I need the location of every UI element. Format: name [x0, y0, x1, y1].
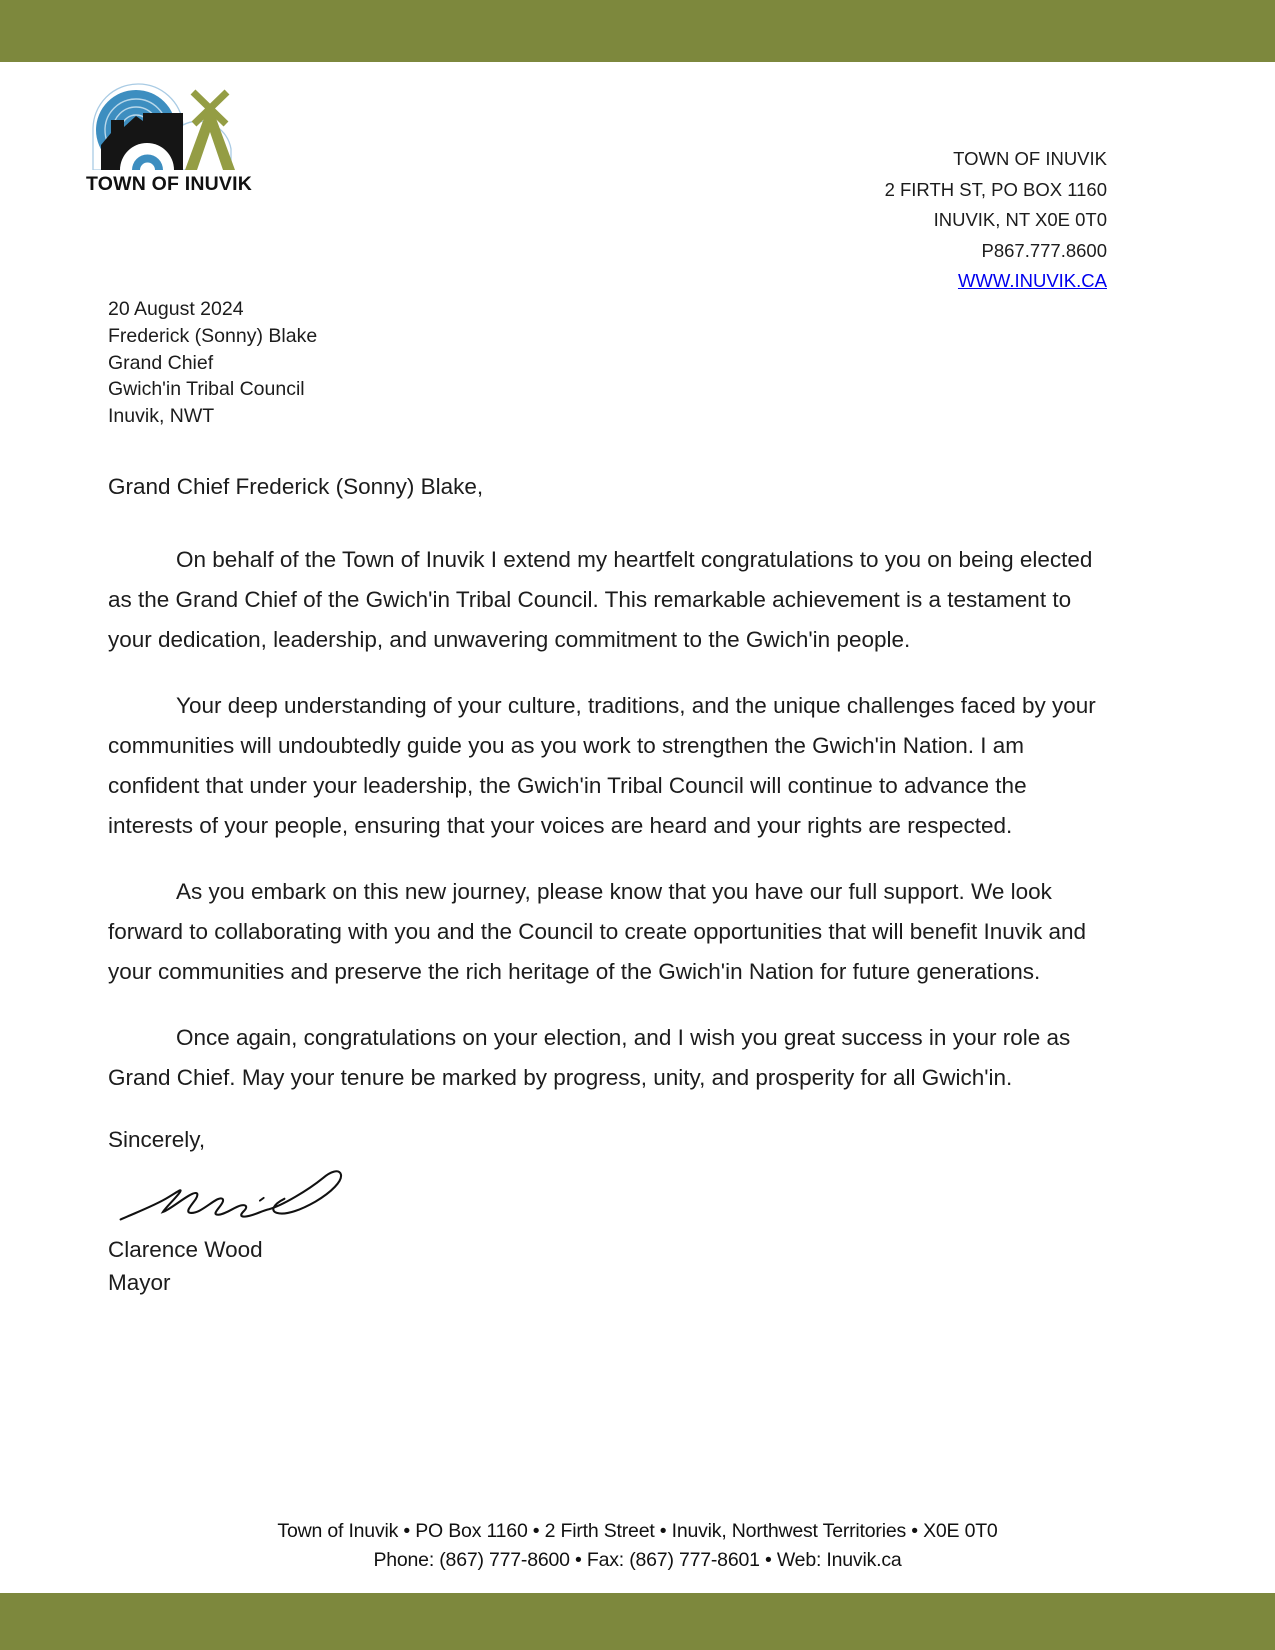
- recipient-name: Frederick (Sonny) Blake: [108, 324, 318, 347]
- recipient-title: Grand Chief: [108, 351, 214, 374]
- website-link[interactable]: WWW.INUVIK.CA: [957, 270, 1107, 291]
- recipient-org: Gwich'in Tribal Council: [108, 378, 305, 401]
- logo-caption: TOWN OF INUVIK: [86, 173, 253, 195]
- signer-name: Clarence Wood: [108, 1236, 263, 1262]
- header-address-block: [885, 144, 1107, 297]
- header-org-name: TOWN OF INUVIK: [953, 148, 1107, 169]
- town-of-inuvik-logo-icon: [86, 70, 238, 170]
- footer-contact-line: Phone: (867) 777-8600 • Fax: (867) 777-8601 • Web: Inuvik.ca: [373, 1549, 902, 1571]
- salutation: Grand Chief Frederick (Sonny) Blake,: [108, 473, 484, 499]
- paragraph-4: Once again, congratulations on your election, and I wish you great success in your role as Grand Chief. May your tenure be marked by progress, unity, and prosperity for all Gwich'in.: [108, 1024, 1071, 1090]
- signature-image: [112, 1163, 357, 1227]
- bottom-accent-bar: [0, 1593, 1275, 1650]
- header-phone: P867.777.8600: [981, 239, 1107, 261]
- paragraph-2: Your deep understanding of your culture, traditions, and the unique challenges faced by your communities will undoubtedly guide you as you work to strengthen the Gwich'in Nation. I am confident that under your leadership, the Gwich'in Tribal Council will continue to advance the interests of your people, ensuring that your voices are heard and your rights are respected.: [108, 692, 1096, 838]
- date-and-recipient-block: [108, 296, 1106, 430]
- signer-title: Mayor: [108, 1269, 171, 1295]
- town-of-inuvik-logo: [86, 70, 253, 196]
- paragraph-1: On behalf of the Town of Inuvik I extend my heartfelt congratulations to you on being elected as the Grand Chief of the Gwich'in Tribal Council. This remarkable achievement is a testament to your dedication, leadership, and unwavering commitment to the Gwich'in people.: [108, 546, 1093, 652]
- footer-address-line: Town of Inuvik • PO Box 1160 • 2 Firth Street • Inuvik, Northwest Territories • X0E 0T0: [277, 1520, 998, 1542]
- header-street: 2 FIRTH ST, PO BOX 1160: [884, 178, 1107, 200]
- closing: Sincerely,: [108, 1126, 206, 1152]
- header-city: INUVIK, NT X0E 0T0: [933, 209, 1107, 230]
- letter-date: 20 August 2024: [108, 298, 244, 320]
- page-footer: [0, 1517, 1275, 1575]
- recipient-location: Inuvik, NWT: [108, 405, 215, 428]
- top-accent-bar: [0, 0, 1275, 62]
- paragraph-3: As you embark on this new journey, please know that you have our full support. We look forward to collaborating with you and the Council to create opportunities that will benefit Inuvik and your communities and preserve the rich heritage of the Gwich'in Nation for future generations.: [108, 878, 1087, 984]
- letter-body: [108, 296, 1106, 1299]
